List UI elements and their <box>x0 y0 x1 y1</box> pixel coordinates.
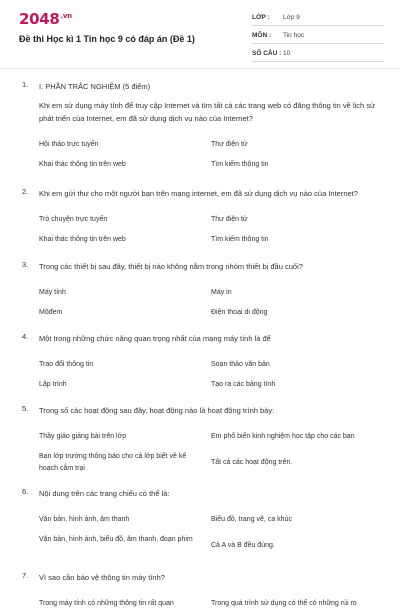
answer-option[interactable]: Khai thác thông tin trên web <box>39 161 126 168</box>
answer-option[interactable]: Hội thảo trực tuyến <box>39 141 99 148</box>
question-number: 5. <box>22 404 29 413</box>
exam-meta <box>252 12 384 66</box>
question-text: Nội dung trên các trang chiếu có thể là: <box>39 489 170 498</box>
answer-options <box>39 135 379 175</box>
question-number: 1. <box>22 80 29 89</box>
answer-option[interactable]: Trong máy tính có những thông tin rất quan <box>39 600 174 607</box>
answer-option[interactable]: Trò chuyện trực tuyến <box>39 216 108 223</box>
question-4 <box>0 332 400 404</box>
answer-options <box>39 594 379 614</box>
answer-options <box>39 427 379 479</box>
answer-option[interactable]: Trong quá trình sử dụng có thể có những rủi ro <box>211 600 357 607</box>
answer-option[interactable]: Thầy giáo giảng bài trên lớp <box>39 433 127 440</box>
answer-option[interactable]: Em phổ biến kinh nghiệm học tập cho các bạn <box>211 433 355 440</box>
answer-option[interactable]: Tìm kiếm thông tin <box>211 161 269 168</box>
answer-option[interactable]: Lập trình <box>39 381 67 388</box>
question-text: Trong các thiết bị sau đây, thiết bị nào không nằm trong nhóm thiết bị đầu cuối? <box>39 262 303 271</box>
question-text: Khi em sử dụng máy tính để truy cập Internet và tìm tất cả các trang web có đăng thông tin về lịch sử phát triển của Internet, em đã sử dụng dịch vụ nào của Internet? <box>39 101 376 123</box>
question-number: 7. <box>22 571 29 580</box>
question-text: Vì sao cần bảo vệ thông tin máy tính? <box>39 573 165 582</box>
question-text: Trong số các hoạt động sau đây, hoạt động nào là hoạt động trình bày: <box>39 406 275 415</box>
answer-option[interactable]: Máy tính <box>39 289 66 296</box>
question-number: 3. <box>22 260 29 269</box>
answer-option[interactable]: Văn bản, hình ảnh, âm thanh <box>39 516 130 523</box>
answer-option[interactable]: Tất cả các hoạt động trên. <box>211 459 293 466</box>
meta-row-grade <box>252 12 384 26</box>
answer-option[interactable]: Điện thoại di động <box>211 309 268 316</box>
question-1 <box>0 80 400 187</box>
question-text: Khi em gửi thư cho một người bạn trên mạng internet, em đã sử dụng dịch vụ nào của Internet? <box>39 189 358 198</box>
question-2 <box>0 187 400 260</box>
answer-option[interactable]: Trao đổi thông tin <box>39 361 94 368</box>
question-5 <box>0 404 400 487</box>
question-3 <box>0 260 400 332</box>
question-number: 4. <box>22 332 29 341</box>
meta-row-count <box>252 48 384 62</box>
meta-value: 10 <box>283 50 291 57</box>
question-number: 2. <box>22 187 29 196</box>
meta-label: MÔN : <box>252 32 272 39</box>
answer-options <box>39 210 379 250</box>
logo-text: 2048 <box>19 10 60 28</box>
page-header <box>0 0 400 62</box>
answer-option[interactable]: Biểu đồ, trang vẽ, ca khúc <box>211 516 292 523</box>
answer-option[interactable]: Soạn thảo văn bản <box>211 361 270 368</box>
question-text: Một trong những chức năng quan trọng nhất của mạng máy tính là để <box>39 334 271 343</box>
answer-option[interactable]: Máy in <box>211 289 232 296</box>
exam-title: Đề thi Học kì 1 Tin học 9 có đáp án (Đề 1) <box>19 34 195 44</box>
answer-option[interactable]: Văn bản, hình ảnh, biểu đồ, âm thanh, đoạn phim <box>39 536 193 543</box>
answer-option[interactable]: Bạn lớp trưởng thông báo cho cả lớp biết về kế hoạch cắm trại <box>39 453 187 472</box>
answer-option[interactable]: Khai thác thông tin trên web <box>39 236 126 243</box>
question-number: 6. <box>22 487 29 496</box>
answer-options <box>39 355 379 395</box>
answer-option[interactable]: Thư điện tử <box>211 141 248 148</box>
meta-label: SỐ CÂU : <box>252 50 282 57</box>
meta-label: LỚP : <box>252 14 270 21</box>
question-list <box>0 80 400 611</box>
site-logo[interactable] <box>19 10 72 28</box>
answer-option[interactable]: Tạo ra các bảng tính <box>211 381 276 388</box>
question-7 <box>0 571 400 611</box>
header-divider <box>0 68 400 69</box>
meta-row-subject <box>252 30 384 44</box>
question-section-heading: I. PHẦN TRẮC NGHIỆM (5 điểm) <box>39 82 151 91</box>
answer-option[interactable]: Cả A và B đều đúng. <box>211 542 275 549</box>
answer-options <box>39 510 379 556</box>
meta-value: Tin học <box>283 32 305 39</box>
logo-suffix: .vn <box>60 12 72 20</box>
answer-options <box>39 283 379 323</box>
question-6 <box>0 487 400 571</box>
answer-option[interactable]: Tìm kiếm thông tin <box>211 236 269 243</box>
answer-option[interactable]: Môđem <box>39 309 63 316</box>
meta-value: Lớp 9 <box>283 14 300 21</box>
answer-option[interactable]: Thư điện tử <box>211 216 248 223</box>
